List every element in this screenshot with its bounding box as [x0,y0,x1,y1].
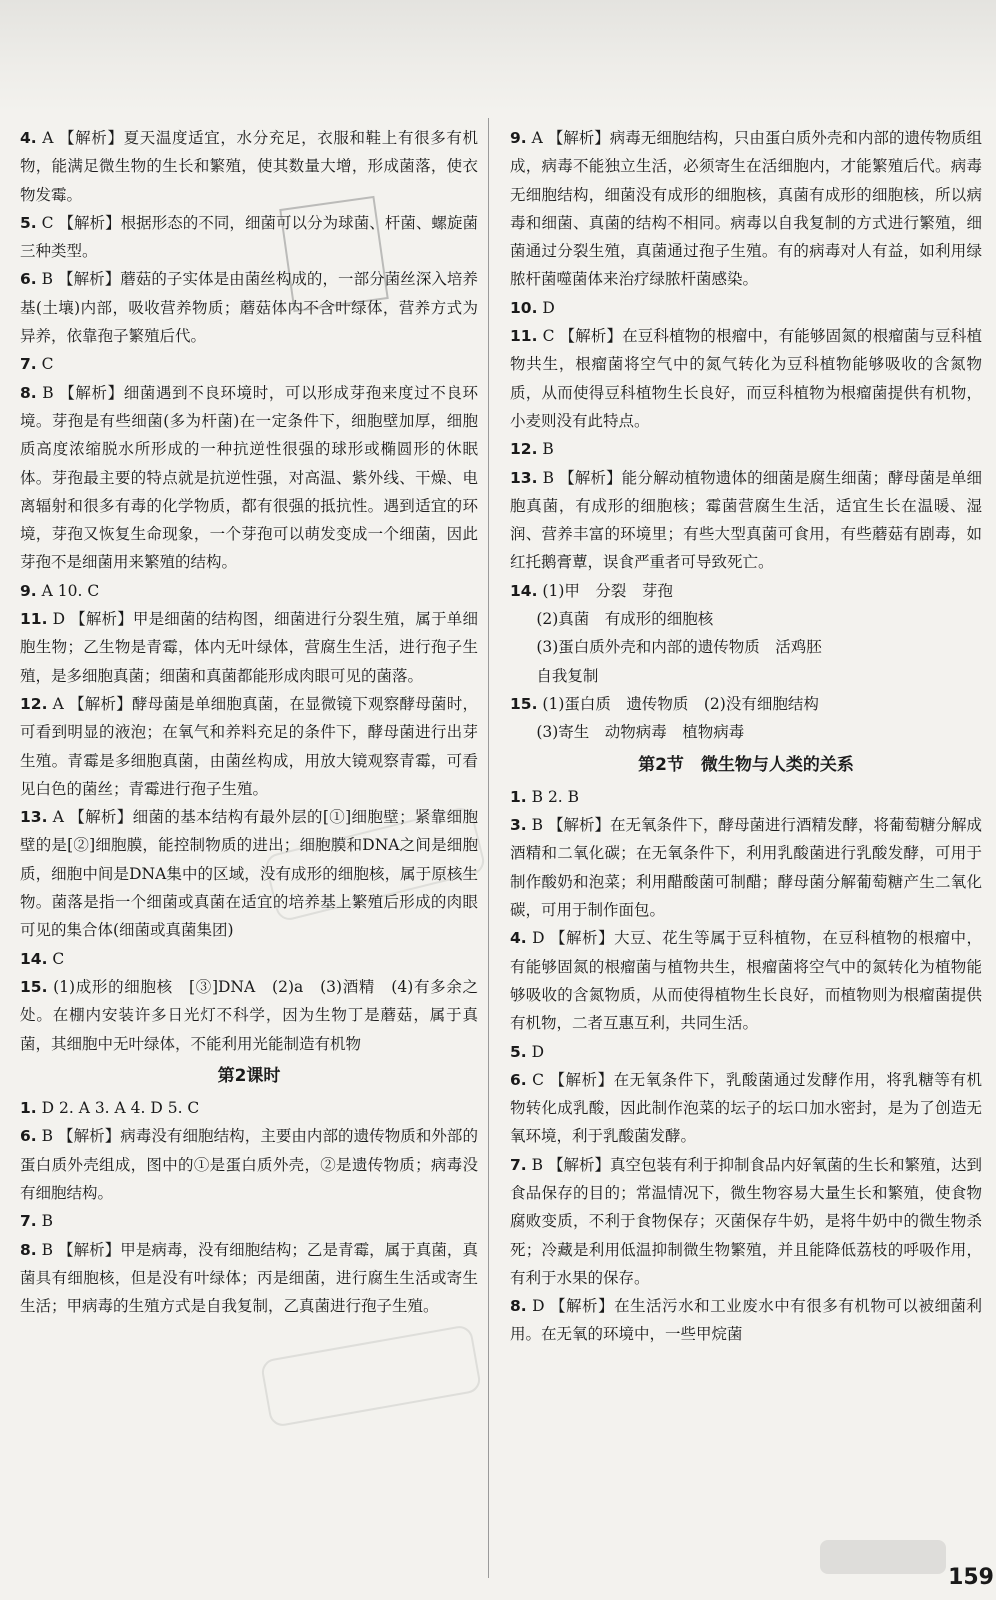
answer-number: 8. [20,1240,37,1259]
answer-text: B 【解析】病毒没有细胞结构，主要由内部的遗传物质和外部的蛋白质外壳组成，图中的①是蛋白质外壳，②是遗传物质；病毒没有细胞结构。 [20,1127,478,1202]
answer-text: C 【解析】根据形态的不同，细菌可以分为球菌、杆菌、螺旋菌三种类型。 [20,213,478,261]
answer-text: D 【解析】大豆、花生等属于豆科植物，在豆科植物的根瘤中，有能够固氮的根瘤菌与植物共生，根瘤菌将空气中的氮转化为植物能够吸收的含氮物质，从而使得植物生长良好，而植物则为根瘤菌提供有机物，二者互惠互利，共同生活。 [510,929,982,1033]
answer-text: B 【解析】能分解动植物遗体的细菌是腐生细菌；酵母菌是单细胞真菌，有成形的细胞核；霉菌营腐生生活，适宜生长在温暖、湿润、营养丰富的环境里；有些大型真菌可食用，有些蘑菇有剧毒，如红托鹅膏蕈，误食严重者可导致死亡。 [510,468,982,572]
answer-number: 10. [510,298,538,317]
answer-text: B 【解析】在无氧条件下，酵母菌进行酒精发酵，将葡萄糖分解成酒精和二氧化碳；在无氧条件下，利用乳酸菌进行乳酸发酵，可用于制作酸奶和泡菜；利用醋酸菌可制醋；酵母菌分解葡萄糖产生二氧化碳，可用于制作面包。 [510,816,982,920]
site-watermark-logo [820,1540,946,1574]
answer-item [510,1066,982,1151]
answer-number: 8. [20,383,37,402]
answer-item [20,945,478,973]
answer-item [510,464,982,577]
answer-item [510,924,982,1037]
column-divider [488,118,489,1578]
answer-line: (2)真菌 有成形的细胞核 [536,610,714,629]
answer-number: 6. [20,1127,37,1146]
answer-item [20,350,478,378]
answer-number: 14. [510,581,538,600]
answer-text: D 【解析】在生活污水和工业废水中有很多有机物可以被细菌利用。在无氧的环境中，一些甲烷菌 [510,1297,982,1344]
answer-line: (3)蛋白质外壳和内部的遗传物质 活鸡胚 [536,638,822,657]
answer-text: C [41,355,54,374]
answer-number: 1. [510,787,527,806]
answer-number: 7. [20,1212,37,1231]
answer-item [20,690,478,803]
right-column [510,124,982,1349]
answer-text: D [531,1042,545,1061]
answer-number: 6. [510,1070,527,1089]
answer-text: B [41,1212,54,1231]
answer-text: C [52,949,65,968]
answer-number: 6. [20,270,37,289]
answer-text: C 【解析】在无氧条件下，乳酸菌通过发酵作用，将乳糖等有机物转化成乳酸，因此制作泡菜的坛子的坛口加水密封，是为了创造无氧环境，利于乳酸菌发酵。 [510,1070,982,1146]
answer-item [510,811,982,924]
answer-text: A 【解析】细菌的基本结构有最外层的[①]细胞壁；紧靠细胞壁的是[②]细胞膜，能控制物质的进出；细胞膜和DNA之间是细胞质，细胞中间是DNA集中的区域，没有成形的细胞核，属于原核生物。菌落是指一个细菌或真菌在适宜的培养基上繁殖后形成的肉眼可见的集合体(细菌或真菌集团) [20,808,478,940]
answer-item [20,803,478,944]
answer-number: 5. [510,1042,527,1061]
answer-number: 9. [20,581,37,600]
answer-number: 13. [20,808,48,827]
answer-text: B 2. B [531,787,580,806]
answer-number: 3. [510,816,527,835]
answer-item [20,577,478,605]
answer-number: 14. [20,949,48,968]
answer-text: D 【解析】甲是细菌的结构图，细菌进行分裂生殖，属于单细胞生物；乙生物是青霉，体内无叶绿体，营腐生生活，进行孢子生殖，是多细胞真菌；细菌和真菌都能形成肉眼可见的菌落。 [20,610,478,685]
watermark-logo [260,1324,483,1428]
answer-text: A 【解析】酵母菌是单细胞真菌，在显微镜下观察酵母菌时，可看到明显的液泡；在氧气和养料充足的条件下，酵母菌进行出芽生殖。青霉是多细胞真菌，由菌丝构成，用放大镜观察青霉，可看见白色的菌丝；青霉进行孢子生殖。 [20,694,478,798]
answer-item [510,294,982,322]
answer-text: B 【解析】甲是病毒，没有细胞结构；乙是青霉，属于真菌，真菌具有细胞核，但是没有叶绿体；丙是细菌，进行腐生生活或寄生生活；甲病毒的生殖方式是自我复制，乙真菌进行孢子生殖。 [20,1240,478,1316]
answer-item [20,605,478,690]
answer-line: (1)甲 分裂 芽孢 [542,581,673,600]
answer-item [510,435,982,463]
answer-text: B 【解析】细菌遇到不良环境时，可以形成芽孢来度过不良环境。芽孢是有些细菌(多为杆菌)在一定条件下，细胞壁加厚，细胞质高度浓缩脱水所形成的一种抗逆性很强的球形或椭圆形的休眠体。芽孢最主要的特点就是抗逆性强，对高温、紫外线、干燥、电离辐射和很多有毒的化学物质，都有很强的抵抗性。遇到适宜的环境，芽孢又恢复生命现象，一个芽孢可以萌发变成一个细菌，因此芽孢不是细菌用来繁殖的结构。 [20,383,478,572]
answer-list [510,783,982,1349]
answer-item [510,783,982,811]
answer-number: 7. [510,1155,527,1174]
section-heading: 第2课时 [217,1065,281,1086]
answer-number: 12. [510,440,538,459]
answer-list [20,124,478,1058]
answer-number: 11. [510,327,538,346]
answer-item [20,1207,478,1235]
answer-text: B 【解析】蘑菇的子实体是由菌丝构成的，一部分菌丝深入培养基(土壤)内部，吸收营养物质；蘑菇体内不含叶绿体，营养方式为异养，依靠孢子繁殖后代。 [20,270,478,346]
answer-line: (3)寄生 动物病毒 植物病毒 [536,723,745,742]
section-heading: 第2节 微生物与人类的关系 [638,754,854,775]
answer-text: B 【解析】真空包装有利于抑制食品内好氧菌的生长和繁殖，达到食品保存的目的；常温情况下，微生物容易大量生长和繁殖，使食物腐败变质，不利于食物保存；灭菌保存牛奶，是将牛奶中的微生物杀死；冷藏是利用低温抑制微生物繁殖，并且能降低荔枝的呼吸作用，有利于水果的保存。 [510,1155,982,1287]
answer-item [20,1122,478,1207]
answer-number: 13. [510,468,538,487]
answer-list [510,124,982,577]
answer-number: 1. [20,1099,37,1118]
answer-number: 15. [510,694,538,713]
answer-line: 自我复制 [536,666,599,685]
answer-text: A 【解析】病毒无细胞结构，只由蛋白质外壳和内部的遗传物质组成，病毒不能独立生活，必须寄生在活细胞内，才能繁殖后代。病毒无细胞结构，细菌没有成形的细胞核，真菌有成形的细胞核，所以病毒和细菌、真菌的结构不相同。病毒以自我复制的方式进行繁殖，细菌通过分裂生殖，真菌通过孢子生殖。有的病毒对人有益，如利用绿脓杆菌噬菌体来治疗绿脓杆菌感染。 [510,129,982,289]
answer-text: B [542,440,554,459]
answer-item [510,1038,982,1066]
answer-text: A 10. C [41,581,100,600]
answer-number: 12. [20,694,48,713]
answer-item [510,690,982,718]
answer-number: 5. [20,213,37,232]
page-number: 159 [948,1565,994,1590]
answer-item [20,1236,478,1321]
answer-item [20,265,478,350]
answer-item [510,577,982,605]
answer-item [510,1292,982,1349]
answer-item [510,322,982,435]
answer-number: 15. [20,977,48,996]
answer-text: (1)成形的细胞核 [③]DNA (2)a (3)酒精 (4)有多余之处。在棚内安装许多日光灯不科学，因为生物丁是蘑菇，属于真菌，其细胞中无叶绿体，不能利用光能制造有机物 [20,977,479,1053]
answer-number: 7. [20,355,37,374]
answer-text: A 【解析】夏天温度适宜，水分充足，衣服和鞋上有很多有机物，能满足微生物的生长和繁殖，使其数量大增，形成菌落，使衣物发霉。 [20,129,478,204]
answer-text: C 【解析】在豆科植物的根瘤中，有能够固氮的根瘤菌与豆科植物共生，根瘤菌将空气中的氮气转化为豆科植物能够吸收的含氮物质，从而使得豆科植物生长良好，而豆科植物为根瘤菌提供有机物，小麦则没有此特点。 [510,327,982,430]
answer-item [510,1151,982,1292]
answer-item [20,209,478,266]
answer-number: 4. [20,129,37,147]
answer-number: 9. [510,129,527,147]
answer-number: 4. [510,929,527,948]
answer-text: D 2. A 3. A 4. D 5. C [41,1099,200,1118]
answer-item [20,379,478,577]
answer-item [20,973,478,1058]
left-column [20,124,478,1320]
answer-number: 8. [510,1297,527,1316]
answer-item [20,1094,478,1122]
answer-number: 11. [20,610,48,629]
answer-line: (1)蛋白质 遗传物质 (2)没有细胞结构 [542,694,819,713]
answer-text: D [542,298,555,317]
answer-list [20,1094,478,1320]
answer-item [510,124,982,294]
answer-item [20,124,478,209]
scan-top-band [0,0,996,112]
